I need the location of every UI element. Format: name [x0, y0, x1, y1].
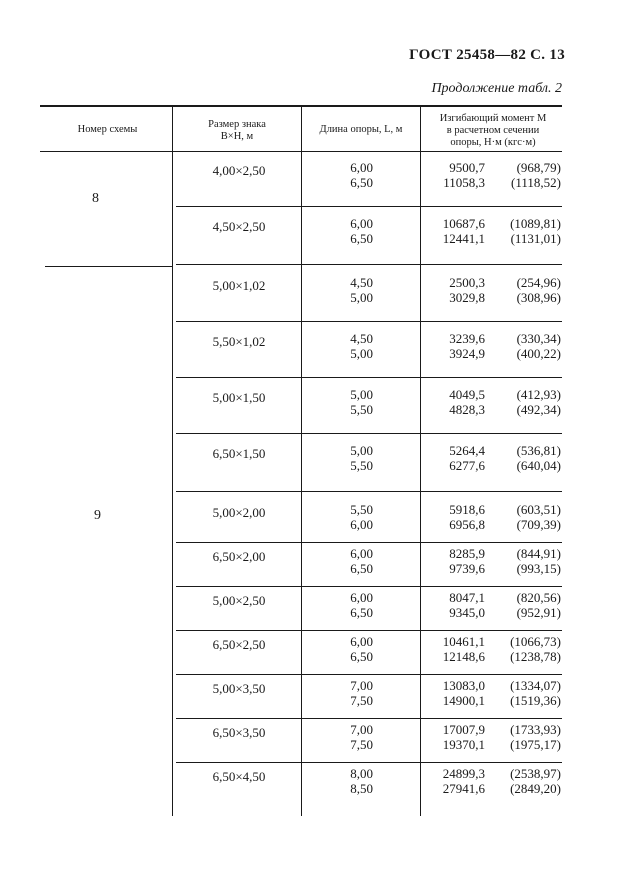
- column-header-moment-line: в расчетном сечении: [446, 125, 540, 136]
- moment-newton-meters: 19370,1: [442, 737, 485, 752]
- moment-kgf-meters: (1089,81): [510, 216, 561, 231]
- sign-size: 6,50×3,50: [212, 725, 266, 740]
- bending-moment-cell: [415, 275, 565, 305]
- bending-moment: [415, 458, 565, 473]
- bending-moment: [415, 590, 565, 605]
- column-header-size-line: Размер знака: [208, 119, 266, 130]
- bending-moment: [415, 331, 565, 346]
- sign-size: 6,50×4,50: [212, 769, 266, 784]
- support-length-cell: [318, 502, 373, 532]
- moment-kgf-meters: (952,91): [516, 605, 561, 620]
- bending-moment: [415, 737, 565, 752]
- bending-moment: [415, 693, 565, 708]
- bending-moment-cell: [415, 546, 565, 576]
- support-length-cell: [318, 634, 373, 664]
- bending-moment: [415, 216, 565, 231]
- row-separator: [176, 321, 562, 322]
- bending-moment-cell: [415, 678, 565, 708]
- support-length: 6,50: [350, 231, 373, 246]
- support-length: 6,50: [350, 605, 373, 620]
- support-length: 6,00: [350, 590, 373, 605]
- support-length: 6,00: [350, 546, 373, 561]
- column-header-moment-line: Изгибающий момент M: [439, 113, 547, 124]
- row-separator: [176, 630, 562, 631]
- bending-moment: [415, 275, 565, 290]
- row-separator: [176, 762, 562, 763]
- sign-size: 4,50×2,50: [212, 219, 266, 234]
- moment-newton-meters: 4828,3: [449, 402, 485, 417]
- sign-size: 5,00×3,50: [212, 681, 266, 696]
- moment-kgf-meters: (400,22): [516, 346, 561, 361]
- support-length: 6,50: [350, 649, 373, 664]
- support-length-cell: [318, 160, 373, 190]
- sign-size: 5,00×1,50: [212, 390, 266, 405]
- support-length-cell: [318, 766, 373, 796]
- moment-kgf-meters: (709,39): [516, 517, 561, 532]
- bending-moment: [415, 231, 565, 246]
- support-length-cell: [318, 331, 373, 361]
- moment-kgf-meters: (820,56): [516, 590, 561, 605]
- support-length: 5,50: [350, 502, 373, 517]
- support-length: 7,00: [350, 678, 373, 693]
- moment-kgf-meters: (412,93): [516, 387, 561, 402]
- support-length: 5,00: [350, 387, 373, 402]
- support-length: 5,50: [350, 458, 373, 473]
- bending-moment: [415, 443, 565, 458]
- row-separator: [176, 433, 562, 434]
- moment-kgf-meters: (1519,36): [510, 693, 561, 708]
- bending-moment-cell: [415, 634, 565, 664]
- bending-moment-cell: [415, 160, 565, 190]
- column-divider: [172, 106, 173, 816]
- moment-newton-meters: 17007,9: [442, 722, 485, 737]
- moment-kgf-meters: (536,81): [516, 443, 561, 458]
- moment-newton-meters: 11058,3: [443, 175, 485, 190]
- bending-moment: [415, 346, 565, 361]
- support-length-cell: [318, 678, 373, 708]
- bending-moment-cell: [415, 502, 565, 532]
- support-length: 7,50: [350, 693, 373, 708]
- moment-kgf-meters: (993,15): [516, 561, 561, 576]
- row-separator: [176, 264, 562, 265]
- support-length: 5,00: [350, 290, 373, 305]
- sign-size: 5,00×1,02: [212, 278, 266, 293]
- support-length: 8,00: [350, 766, 373, 781]
- support-length: 6,00: [350, 517, 373, 532]
- moment-kgf-meters: (308,96): [516, 290, 561, 305]
- column-header-size-line: B×H, м: [220, 131, 254, 142]
- moment-newton-meters: 27941,6: [442, 781, 485, 796]
- bending-moment: [415, 517, 565, 532]
- support-length: 7,00: [350, 722, 373, 737]
- bending-moment: [415, 781, 565, 796]
- bending-moment: [415, 678, 565, 693]
- support-length: 4,50: [350, 331, 373, 346]
- group-separator: [45, 266, 172, 267]
- support-length: 6,50: [350, 561, 373, 576]
- sign-size: 5,50×1,02: [212, 334, 266, 349]
- moment-kgf-meters: (330,34): [516, 331, 561, 346]
- bending-moment-cell: [415, 331, 565, 361]
- table-continuation-label: Продолжение табл. 2: [431, 81, 562, 96]
- row-separator: [176, 586, 562, 587]
- support-length: 5,50: [350, 402, 373, 417]
- moment-newton-meters: 3239,6: [449, 331, 485, 346]
- moment-kgf-meters: (968,79): [516, 160, 561, 175]
- moment-newton-meters: 5264,4: [449, 443, 485, 458]
- column-header-scheme: Номер схемы: [77, 124, 138, 135]
- support-length: 4,50: [350, 275, 373, 290]
- sign-size: 6,50×2,00: [212, 549, 266, 564]
- support-length-cell: [318, 590, 373, 620]
- bending-moment: [415, 722, 565, 737]
- support-length-cell: [318, 387, 373, 417]
- column-header-length: Длина опоры, L, м: [319, 124, 403, 135]
- support-length: 6,50: [350, 175, 373, 190]
- moment-kgf-meters: (1118,52): [511, 175, 561, 190]
- row-separator: [176, 491, 562, 492]
- bending-moment-cell: [415, 216, 565, 246]
- sign-size: 5,00×2,00: [212, 505, 266, 520]
- bending-moment: [415, 766, 565, 781]
- row-separator: [176, 206, 562, 207]
- bending-moment: [415, 605, 565, 620]
- bending-moment: [415, 634, 565, 649]
- moment-newton-meters: 5918,6: [449, 502, 485, 517]
- support-length-cell: [318, 275, 373, 305]
- row-separator: [176, 718, 562, 719]
- moment-newton-meters: 2500,3: [449, 275, 485, 290]
- moment-newton-meters: 4049,5: [449, 387, 485, 402]
- moment-newton-meters: 13083,0: [442, 678, 485, 693]
- moment-newton-meters: 9500,7: [449, 160, 485, 175]
- sign-size: 6,50×1,50: [212, 446, 266, 461]
- moment-newton-meters: 9345,0: [449, 605, 485, 620]
- support-length: 6,00: [350, 634, 373, 649]
- bending-moment: [415, 649, 565, 664]
- moment-kgf-meters: (1131,01): [510, 231, 561, 246]
- moment-newton-meters: 24899,3: [442, 766, 485, 781]
- moment-newton-meters: 8285,9: [449, 546, 485, 561]
- row-separator: [176, 674, 562, 675]
- moment-newton-meters: 8047,1: [449, 590, 485, 605]
- support-length: 7,50: [350, 737, 373, 752]
- bending-moment: [415, 561, 565, 576]
- support-length: 5,00: [350, 443, 373, 458]
- moment-newton-meters: 10461,1: [442, 634, 485, 649]
- support-length: 6,00: [350, 160, 373, 175]
- column-divider: [301, 106, 302, 816]
- support-length-cell: [318, 443, 373, 473]
- bending-moment: [415, 175, 565, 190]
- column-header-moment-line: опоры, Н·м (кгс·м): [450, 137, 536, 148]
- moment-newton-meters: 3924,9: [449, 346, 485, 361]
- support-length-cell: [318, 546, 373, 576]
- support-length-cell: [318, 722, 373, 752]
- support-length-cell: [318, 216, 373, 246]
- page-header-title: ГОСТ 25458—82 С. 13: [409, 47, 565, 63]
- bending-moment-cell: [415, 722, 565, 752]
- moment-kgf-meters: (254,96): [516, 275, 561, 290]
- sign-size: 4,00×2,50: [212, 163, 266, 178]
- moment-kgf-meters: (1975,17): [510, 737, 561, 752]
- scheme-number: 9: [94, 508, 101, 523]
- bending-moment-cell: [415, 387, 565, 417]
- bending-moment-cell: [415, 590, 565, 620]
- moment-newton-meters: 9739,6: [449, 561, 485, 576]
- column-header-size: [176, 119, 298, 143]
- bending-moment: [415, 502, 565, 517]
- moment-kgf-meters: (603,51): [516, 502, 561, 517]
- moment-kgf-meters: (2849,20): [510, 781, 561, 796]
- support-length: 8,50: [350, 781, 373, 796]
- moment-kgf-meters: (1238,78): [510, 649, 561, 664]
- bending-moment-cell: [415, 443, 565, 473]
- bending-moment-cell: [415, 766, 565, 796]
- moment-kgf-meters: (640,04): [516, 458, 561, 473]
- moment-kgf-meters: (1733,93): [510, 722, 561, 737]
- sign-size: 5,00×2,50: [212, 593, 266, 608]
- bending-moment: [415, 290, 565, 305]
- moment-newton-meters: 6956,8: [449, 517, 485, 532]
- moment-kgf-meters: (1334,07): [510, 678, 561, 693]
- moment-newton-meters: 10687,6: [442, 216, 485, 231]
- moment-newton-meters: 6277,6: [449, 458, 485, 473]
- moment-kgf-meters: (844,91): [516, 546, 561, 561]
- support-length: 6,00: [350, 216, 373, 231]
- moment-newton-meters: 14900,1: [442, 693, 485, 708]
- bending-moment: [415, 387, 565, 402]
- support-length: 5,00: [350, 346, 373, 361]
- bending-moment: [415, 546, 565, 561]
- moment-kgf-meters: (492,34): [516, 402, 561, 417]
- moment-kgf-meters: (2538,97): [510, 766, 561, 781]
- column-header-moment: [423, 113, 563, 149]
- sign-size: 6,50×2,50: [212, 637, 266, 652]
- moment-newton-meters: 3029,8: [449, 290, 485, 305]
- moment-newton-meters: 12148,6: [442, 649, 485, 664]
- moment-kgf-meters: (1066,73): [510, 634, 561, 649]
- row-separator: [176, 542, 562, 543]
- bending-moment: [415, 402, 565, 417]
- scheme-number: 8: [92, 191, 99, 206]
- moment-newton-meters: 12441,1: [442, 231, 485, 246]
- row-separator: [176, 377, 562, 378]
- bending-moment: [415, 160, 565, 175]
